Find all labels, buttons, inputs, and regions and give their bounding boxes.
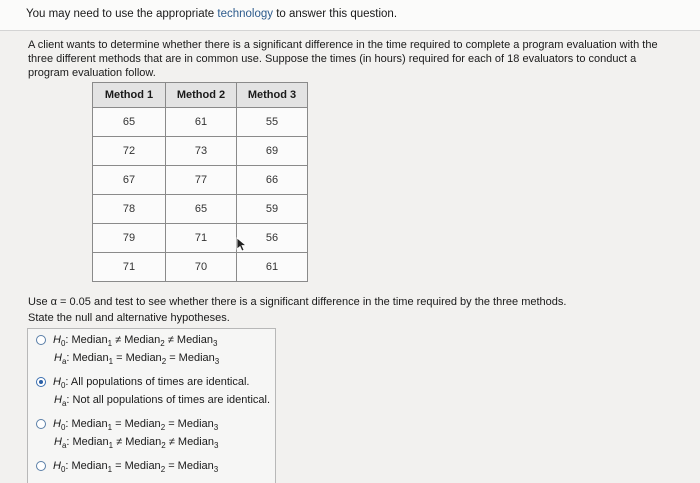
- table-cell: 71: [93, 253, 166, 282]
- intro-suffix: to answer this question.: [273, 8, 398, 20]
- alpha-instruction: Use α = 0.05 and test to see whether there is a significant difference in the time required by the three methods.: [28, 296, 567, 308]
- table-cell: 65: [93, 108, 166, 137]
- column-header-method-1: Method 1: [93, 83, 166, 108]
- state-hypotheses-prompt: State the null and alternative hypotheses.: [28, 312, 230, 324]
- column-header-method-2: Method 2: [166, 83, 237, 108]
- option-1-null: $H_0$: Median$_1$ ≠ Median$_2$ ≠ Median$_3$: [53, 334, 218, 349]
- technology-link[interactable]: technology: [217, 8, 274, 20]
- table-cell: 65: [166, 195, 237, 224]
- radio-button-option-4[interactable]: [36, 461, 46, 471]
- column-header-method-3: Method 3: [237, 83, 308, 108]
- option-4[interactable]: [36, 459, 218, 477]
- radio-button-option-2[interactable]: [36, 377, 46, 387]
- intro-prefix: You may need to use the appropriate: [26, 8, 218, 20]
- option-4-null: $H_0$: Median$_1$ = Median$_2$ = Median$_3$: [53, 460, 219, 475]
- table-cell: 73: [166, 137, 237, 166]
- table-cell: 79: [93, 224, 166, 253]
- table-cell: 72: [93, 137, 166, 166]
- table-cell: 55: [237, 108, 308, 137]
- radio-button-option-3[interactable]: [36, 419, 46, 429]
- table-row: [93, 108, 308, 137]
- table-cell: 66: [237, 166, 308, 195]
- option-2-null: $H_0$: All populations of times are identical.: [53, 376, 250, 391]
- radio-button-option-1[interactable]: [36, 335, 46, 345]
- option-2[interactable]: [36, 375, 270, 411]
- option-3-null: $H_0$: Median$_1$ = Median$_2$ = Median$_3$: [53, 418, 219, 433]
- option-1[interactable]: [36, 333, 219, 369]
- table-row: [93, 166, 308, 195]
- hypothesis-options: [27, 328, 276, 483]
- table-cell: 67: [93, 166, 166, 195]
- table-row: [93, 224, 308, 253]
- table-cell: 61: [166, 108, 237, 137]
- option-3-alternative: $H_a$: Median$_1$ ≠ Median$_2$ ≠ Median$_3$: [54, 436, 219, 451]
- technology-note: [26, 8, 397, 20]
- table-cell: 61: [237, 253, 308, 282]
- table-header-row: [93, 83, 308, 108]
- table-row: [93, 253, 308, 282]
- table-cell: 71: [166, 224, 237, 253]
- table-cell: 59: [237, 195, 308, 224]
- mouse-pointer-icon: [236, 237, 248, 253]
- table-cell: 70: [166, 253, 237, 282]
- table-cell: 78: [93, 195, 166, 224]
- table-cell: 69: [237, 137, 308, 166]
- table-cell: 77: [166, 166, 237, 195]
- option-2-alternative: $H_a$: Not all populations of times are identical.: [54, 394, 271, 409]
- question-text: A client wants to determine whether there is a significant difference in the time required to complete a program evaluation with the three different methods that are in common use. Suppose the times (in hours) required for each of 18 evaluators to conduct a program evaluation follow.: [28, 39, 658, 79]
- option-3[interactable]: [36, 417, 218, 453]
- option-1-alternative: $H_a$: Median$_1$ = Median$_2$ = Median$_3$: [54, 352, 220, 367]
- table-cell: 56: [237, 224, 308, 253]
- data-table: [92, 82, 308, 282]
- table-row: [93, 137, 308, 166]
- table-row: [93, 195, 308, 224]
